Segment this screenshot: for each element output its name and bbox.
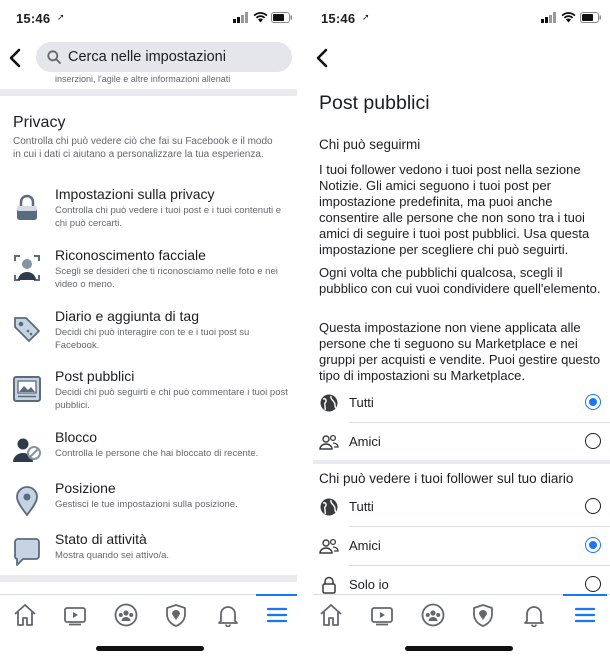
followers-explanation: I tuoi follower vedono i tuoi post nella sezione Notizie. Gli amici seguono i tuoi post per impostazione predefinita, ma puoi anche consentire alle persone che non sono tra i tuoi amici di seguire i tuoi post pubblici. Usa questa impostazione per scegliere chi può seguirti.: [319, 162, 590, 257]
cellular-signal-icon: [541, 12, 557, 23]
wifi-icon: [561, 11, 576, 23]
radio-unselected[interactable]: [585, 433, 601, 449]
radio-selected[interactable]: [585, 394, 601, 410]
status-bar: [0, 0, 297, 36]
home-icon[interactable]: [12, 603, 38, 627]
status-time: 15:46: [321, 11, 356, 26]
wifi-icon: [253, 11, 268, 23]
follower-visibility-section-title: Chi può vedere i tuoi follower sul tuo diario: [319, 471, 574, 486]
battery-icon: [271, 12, 292, 23]
settings-item-desc: Gestisci le tue impostazioni sulla posizione.: [55, 499, 238, 510]
radio-selected[interactable]: [585, 537, 601, 553]
public-posts-header: [313, 36, 610, 80]
follow-option-friends[interactable]: [313, 423, 610, 461]
globe-icon: [319, 498, 339, 516]
notifications-bell-icon[interactable]: [215, 603, 241, 627]
shield-icon[interactable]: [470, 603, 496, 627]
chat-bubble-icon: [12, 537, 42, 567]
follow-option-everyone[interactable]: [313, 384, 610, 422]
notifications-bell-icon[interactable]: [521, 603, 547, 627]
cellular-signal-icon: [233, 12, 249, 23]
face-recognition-icon: [12, 253, 42, 283]
visibility-option-everyone[interactable]: [313, 488, 610, 526]
settings-item-desc: Controlla le persone che hai bloccato di recente.: [55, 448, 259, 459]
settings-item-desc: Controlla chi può vedere i tuoi post e i tuoi contenuti e chi può cercarti.: [55, 205, 282, 229]
settings-search-input[interactable]: [36, 42, 292, 72]
settings-item-title: Diario e aggiunta di tag: [55, 308, 199, 324]
page-title: Post pubblici: [319, 92, 430, 114]
settings-item-blocking[interactable]: [0, 429, 297, 485]
settings-item-desc: Decidi chi può seguirti e chi può commentare i tuoi post pubblici.: [55, 387, 288, 411]
home-indicator: [405, 646, 513, 651]
previous-section-text: inserzioni, l'agile e altre informazioni allenati: [55, 74, 231, 84]
back-arrow-icon[interactable]: [8, 47, 24, 69]
friends-icon: [319, 433, 339, 451]
active-tab-indicator: [563, 594, 607, 596]
settings-item-timeline-tagging[interactable]: [0, 308, 297, 364]
option-label: Tutti: [349, 499, 374, 514]
shield-icon[interactable]: [163, 603, 189, 627]
settings-item-title: Riconoscimento facciale: [55, 247, 206, 263]
settings-item-title: Impostazioni sulla privacy: [55, 186, 215, 202]
settings-item-desc: Mostra quando sei attivo/a.: [55, 550, 170, 561]
settings-item-desc: Decidi chi può interagire con te e i tuoi post su Facebook.: [55, 327, 250, 351]
section-divider: [0, 575, 297, 582]
settings-item-privacy[interactable]: [0, 186, 297, 242]
status-time: 15:46: [16, 11, 51, 26]
audience-explanation: Ogni volta che pubblichi qualcosa, scegli il pubblico con cui vuoi condividere quell'elemento.: [319, 265, 601, 296]
watch-video-icon[interactable]: [62, 603, 88, 627]
block-user-icon: [12, 435, 42, 465]
location-pin-icon: [12, 486, 42, 516]
settings-item-public-posts[interactable]: [0, 368, 297, 424]
lock-icon: [319, 576, 339, 594]
screenshot-gutter: [297, 0, 313, 659]
visibility-option-friends[interactable]: [313, 527, 610, 565]
radio-unselected[interactable]: [585, 498, 601, 514]
option-label: Solo io: [349, 577, 389, 592]
location-arrow-icon: ➚: [57, 12, 65, 22]
option-label: Amici: [349, 434, 381, 449]
status-bar: [313, 0, 610, 36]
groups-icon[interactable]: [420, 603, 446, 627]
location-arrow-icon: ➚: [362, 12, 370, 22]
public-posts-screen: [313, 0, 610, 659]
groups-icon[interactable]: [113, 603, 139, 627]
public-posts-icon: [12, 374, 42, 404]
back-arrow-icon[interactable]: [315, 47, 331, 69]
radio-unselected[interactable]: [585, 576, 601, 592]
tag-icon: [12, 314, 42, 344]
settings-item-title: Posizione: [55, 480, 116, 496]
settings-item-desc: Scegli se desideri che ti riconosciamo nelle foto e nei video o meno.: [55, 266, 278, 290]
settings-screen: [0, 0, 297, 659]
settings-item-title: Post pubblici: [55, 368, 135, 384]
menu-hamburger-icon[interactable]: [264, 603, 290, 627]
search-placeholder: Cerca nelle impostazioni: [68, 49, 226, 65]
marketplace-explanation: Questa impostazione non viene applicata alle persone che ti seguono su Marketplace e nei gruppi per acquisti e vendite. Puoi gestire questo tipo di impostazioni su Marketplace.: [319, 320, 601, 383]
search-icon: [47, 50, 61, 64]
followers-section-title: Chi può seguirmi: [319, 137, 421, 152]
settings-item-title: Blocco: [55, 429, 98, 445]
friends-icon: [319, 537, 339, 555]
settings-item-location[interactable]: [0, 480, 297, 536]
settings-item-title: Stato di attività: [55, 531, 147, 547]
globe-icon: [319, 394, 339, 412]
option-label: Amici: [349, 538, 381, 553]
section-divider: [313, 460, 610, 464]
home-indicator: [96, 646, 204, 651]
lock-icon: [12, 192, 42, 222]
menu-hamburger-icon[interactable]: [572, 603, 598, 627]
privacy-section-title: Privacy: [13, 114, 66, 131]
settings-item-face-recognition[interactable]: [0, 247, 297, 303]
watch-video-icon[interactable]: [369, 603, 395, 627]
section-divider: [0, 89, 297, 96]
home-icon[interactable]: [318, 603, 344, 627]
option-label: Tutti: [349, 395, 374, 410]
active-tab-indicator: [256, 594, 297, 596]
battery-icon: [580, 12, 601, 23]
privacy-section-description: Controlla chi può vedere ciò che fai su Facebook e il modo in cui i dati ci aiutano a personalizzare la tua esperienza.: [13, 136, 273, 160]
